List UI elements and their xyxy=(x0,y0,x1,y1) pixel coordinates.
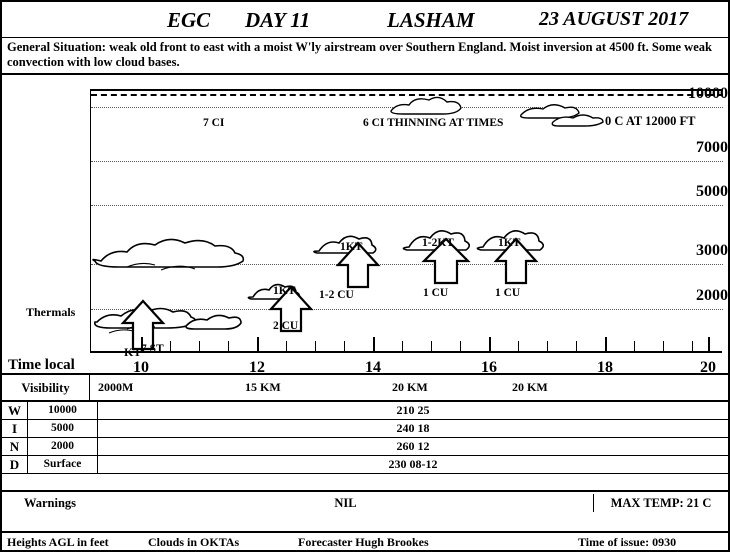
x-axis-label-10: 10 xyxy=(133,359,149,376)
footer-issue-time: Time of issue: 0930 xyxy=(578,535,677,549)
wind-table xyxy=(2,402,728,512)
annotation-ci-mid: 6 CI THINNING AT TIMES xyxy=(363,117,504,129)
header-org: EGC xyxy=(167,8,211,32)
footer xyxy=(2,531,728,550)
annotation-cu2: 1-2 CU xyxy=(319,289,354,301)
y-axis-label-10000: 10000 xyxy=(688,85,728,102)
x-axis-title: Time local xyxy=(8,357,75,373)
tick-1630 xyxy=(518,341,519,352)
visibility-value-1: 2000M xyxy=(98,380,134,394)
x-axis-label-12: 12 xyxy=(249,359,265,376)
tick-17 xyxy=(547,341,548,352)
annotation-thermals: Thermals xyxy=(26,305,76,319)
wind-value-10000: 210 25 xyxy=(396,403,430,417)
wind-letter-d: D xyxy=(2,456,28,474)
annotation-ci-left: 7 CI xyxy=(203,117,225,129)
thermal-strength-1: 1KT xyxy=(273,285,296,297)
tick-1730 xyxy=(576,341,577,352)
thermal-strength-3: 1-2KT xyxy=(422,237,454,249)
tick-1530 xyxy=(460,341,461,352)
wind-letter-i: I xyxy=(2,420,28,438)
tick-1230 xyxy=(286,341,287,352)
wind-letter-n: N xyxy=(2,438,28,456)
wind-level-5000: 5000 xyxy=(28,420,98,437)
wind-level-10000: 10000 xyxy=(28,402,98,419)
wind-table-bottom xyxy=(2,474,728,492)
wind-level-surface: Surface xyxy=(28,456,98,473)
tick-1930 xyxy=(692,341,693,352)
annotation-stratus: 7 ST xyxy=(141,343,164,355)
footer-forecaster: Forecaster Hugh Brookes xyxy=(298,535,429,549)
tick-14 xyxy=(373,337,375,352)
warnings-value: NIL xyxy=(98,494,594,512)
x-axis-label-18: 18 xyxy=(597,359,613,376)
general-situation-text: General Situation: weak old front to east with a moist W'ly airstream over Southern England. Moist inversion at 4500 ft. Some weak convection with low cloud bases. xyxy=(2,38,728,75)
cirrus-cloud-1 xyxy=(391,97,461,114)
tick-1430 xyxy=(402,341,403,352)
cloud-profile-chart xyxy=(2,75,728,376)
wind-level-2000: 2000 xyxy=(28,438,98,455)
wind-value-2000: 260 12 xyxy=(396,439,430,453)
stratus-cloud-2 xyxy=(186,315,241,329)
x-axis-label-16: 16 xyxy=(481,359,497,376)
footer-clouds: Clouds in OKTAs xyxy=(148,535,240,549)
y-axis-label-2000: 2000 xyxy=(696,287,728,304)
header-day: DAY 11 xyxy=(245,8,311,32)
thermal-strength-0: KT xyxy=(124,345,142,359)
tick-1330 xyxy=(344,341,345,352)
tick-1130 xyxy=(228,341,229,352)
footer-heights: Heights AGL in feet xyxy=(7,535,109,549)
visibility-value-2: 15 KM xyxy=(245,380,281,394)
y-axis-label-7000: 7000 xyxy=(696,139,728,156)
tick-1030 xyxy=(170,341,171,352)
x-axis-label-14: 14 xyxy=(365,359,381,376)
tick-15 xyxy=(431,341,432,352)
visibility-row xyxy=(2,373,728,402)
x-axis-label-20: 20 xyxy=(700,359,716,376)
visibility-label: Visibility xyxy=(2,375,90,402)
tick-11 xyxy=(199,341,200,352)
header-site: LASHAM xyxy=(387,8,475,32)
warnings-label: Warnings xyxy=(23,496,77,510)
header xyxy=(2,2,728,38)
stratocumulus-sheet xyxy=(93,239,243,267)
wind-value-surface: 230 08-12 xyxy=(388,457,438,471)
annotation-cu1: 2 CU xyxy=(273,320,299,332)
tick-13 xyxy=(315,341,316,352)
tick-12 xyxy=(257,337,259,352)
visibility-value-3: 20 KM xyxy=(392,380,428,394)
tick-16 xyxy=(489,337,491,352)
annotation-freezing-level: 0 C AT 12000 FT xyxy=(605,114,696,128)
annotation-cu4: 1 CU xyxy=(495,287,521,299)
tick-1830 xyxy=(634,341,635,352)
y-axis-label-5000: 5000 xyxy=(696,183,728,200)
tick-19 xyxy=(663,341,664,352)
wind-letter-w: W xyxy=(2,402,28,420)
header-date: 23 AUGUST 2017 xyxy=(539,8,689,30)
tick-10 xyxy=(141,337,143,352)
chart-plot-area xyxy=(90,89,722,359)
tick-18 xyxy=(605,337,607,352)
cirrus-cloud-2 xyxy=(521,105,579,118)
annotation-cu3: 1 CU xyxy=(423,287,449,299)
tick-20 xyxy=(708,337,710,352)
y-axis-label-3000: 3000 xyxy=(696,242,728,259)
thermal-strength-2: 1KT xyxy=(340,241,363,253)
wind-value-5000: 240 18 xyxy=(396,421,430,435)
visibility-value-4: 20 KM xyxy=(512,380,548,394)
max-temp-value: MAX TEMP: 21 C xyxy=(610,496,712,510)
x-axis-line xyxy=(90,351,722,353)
thermal-strength-4: 1KT xyxy=(498,237,521,249)
